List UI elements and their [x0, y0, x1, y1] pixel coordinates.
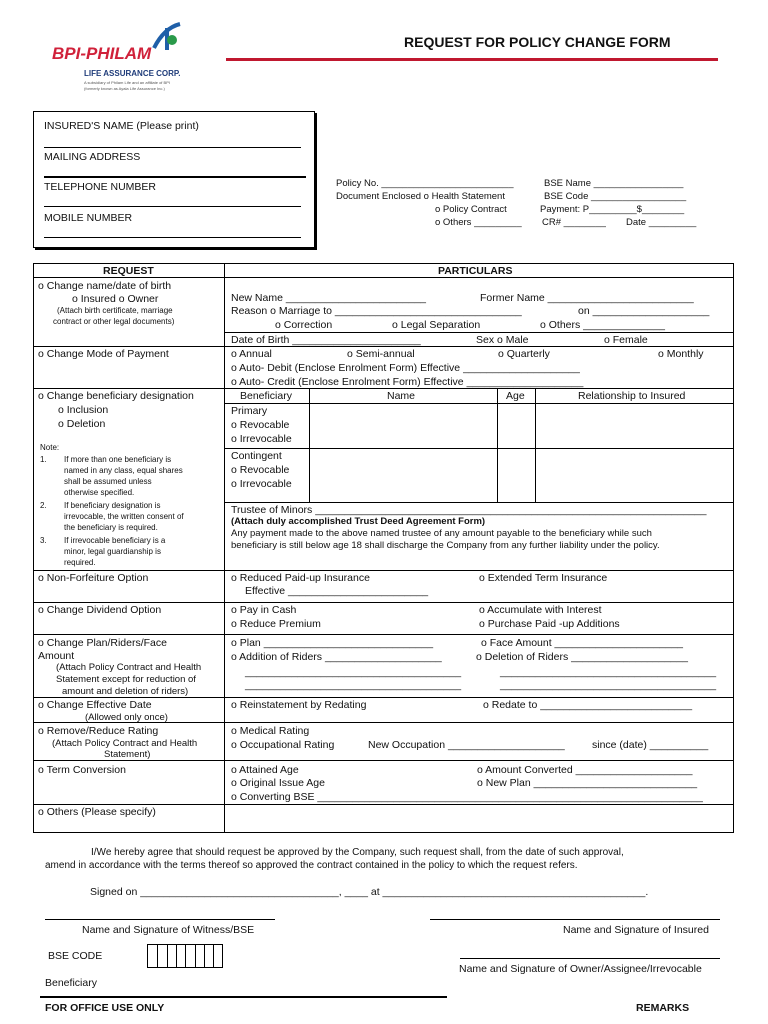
mailing-address-field[interactable]: [44, 176, 306, 178]
face-amount-field[interactable]: o Face Amount ______________________: [481, 637, 684, 649]
primary-label: Primary: [231, 405, 268, 417]
riders-blank-2[interactable]: _____________________________________: [500, 666, 717, 678]
bse-code-field[interactable]: BSE Code __________________: [544, 191, 687, 202]
logo-tag1: A subsidiary of Philam Life and an affiliate of BPI: [84, 80, 170, 85]
req-plan-attach-1: (Attach Policy Contract and Health: [56, 662, 202, 673]
note-1-num: 1.: [40, 455, 47, 464]
former-name-field[interactable]: Former Name _________________________: [480, 292, 694, 304]
req-attach-contract: contract or other legal documents): [53, 317, 175, 326]
note-3c: required.: [64, 558, 96, 567]
note-3b: minor, legal guardianship is: [64, 547, 161, 556]
note-1c: shall be assumed unless: [64, 477, 152, 486]
req-attach-birth: (Attach birth certificate, marriage: [57, 306, 173, 315]
ben-mid-line: [224, 448, 734, 449]
mobile-label: MOBILE NUMBER: [44, 212, 133, 224]
req-plan-attach-3: amount and deletion of riders): [62, 686, 189, 697]
code-box-sep: [167, 945, 168, 967]
insured-signature-label: Name and Signature of Insured: [563, 924, 709, 936]
office-use-label: FOR OFFICE USE ONLY: [45, 1002, 165, 1014]
col-name: Name: [387, 390, 416, 402]
owner-signature-line[interactable]: [460, 958, 720, 959]
dividend-reduce[interactable]: o Reduce Premium: [231, 618, 321, 630]
note-1b: named in any class, equal shares: [64, 466, 183, 475]
insured-name-field[interactable]: [44, 147, 301, 148]
reason-legal-sep[interactable]: o Legal Separation: [392, 319, 481, 331]
mode-quarterly[interactable]: o Quarterly: [498, 348, 550, 360]
note-3-num: 3.: [40, 536, 47, 545]
logo-sub: LIFE ASSURANCE CORP.: [84, 69, 181, 78]
ben-col-line: [497, 388, 498, 502]
company-logo: [40, 20, 230, 100]
mode-monthly[interactable]: o Monthly: [658, 348, 704, 360]
row-line: [33, 388, 734, 389]
code-box-sep: [195, 945, 196, 967]
code-box-sep: [213, 945, 214, 967]
req-allowed-once: (Allowed only once): [85, 712, 168, 723]
auto-debit[interactable]: o Auto- Debit (Enclose Enrolment Form) Effective ____________________: [231, 362, 580, 374]
form-title: REQUEST FOR POLICY CHANGE FORM: [404, 34, 671, 50]
nonforfeiture-effective[interactable]: Effective ________________________: [245, 585, 429, 597]
new-occupation-field[interactable]: New Occupation ____________________: [368, 739, 565, 751]
mode-annual[interactable]: o Annual: [231, 348, 272, 360]
dob-field[interactable]: Date of Birth ______________________: [231, 334, 421, 346]
dividend-cash[interactable]: o Pay in Cash: [231, 604, 297, 616]
del-riders-field[interactable]: o Deletion of Riders ____________________: [476, 651, 688, 663]
row-line: [33, 760, 734, 761]
note-2b: irrevocable, the written consent of: [64, 512, 184, 521]
req-nonforfeiture[interactable]: o Non-Forfeiture Option: [38, 572, 149, 584]
amount-converted[interactable]: o Amount Converted ____________________: [477, 764, 693, 776]
title-rule: [226, 58, 718, 61]
ben-bottom-line: [224, 502, 734, 503]
since-date-field[interactable]: since (date) __________: [592, 739, 709, 751]
mode-semi[interactable]: o Semi-annual: [347, 348, 415, 360]
reinstatement[interactable]: o Reinstatement by Redating: [231, 699, 367, 711]
req-inclusion[interactable]: o Inclusion: [58, 404, 109, 416]
agreement-line-1: I/We hereby agree that should request be approved by the Company, such request shall, from the date of such approval,: [91, 847, 624, 858]
auto-credit[interactable]: o Auto- Credit (Enclose Enrolment Form) Effective ____________________: [231, 376, 584, 388]
req-mode-payment[interactable]: o Change Mode of Payment: [38, 348, 169, 360]
dob-divider: [224, 332, 734, 333]
req-rating[interactable]: o Remove/Reduce Rating: [38, 725, 159, 737]
attained-age[interactable]: o Attained Age: [231, 764, 299, 776]
original-issue-age[interactable]: o Original Issue Age: [231, 777, 325, 789]
note-2c: the beneficiary is required.: [64, 523, 158, 532]
note-1a: If more than one beneficiary is: [64, 455, 172, 464]
reduced-paidup[interactable]: o Reduced Paid-up Insurance: [231, 572, 370, 584]
mailing-address-label: MAILING ADDRESS: [44, 151, 141, 163]
code-box-sep: [204, 945, 205, 967]
code-box-sep: [157, 945, 158, 967]
insured-signature-line[interactable]: [430, 919, 720, 920]
signed-on-field[interactable]: Signed on __________________________________, ____ at _____________________________________________.: [90, 886, 649, 898]
primary-irrevocable[interactable]: o Irrevocable: [231, 433, 292, 445]
row-line: [33, 697, 734, 698]
witness-signature-label: Name and Signature of Witness/BSE: [82, 924, 255, 936]
redate-field[interactable]: o Redate to __________________________: [483, 699, 693, 711]
payment-field[interactable]: Payment: P_________$________: [540, 204, 685, 215]
remarks-label: REMARKS: [636, 1002, 690, 1014]
owner-signature-label: Name and Signature of Owner/Assignee/Irrevocable: [459, 963, 702, 975]
trustee-field[interactable]: Trustee of Minors ___________________________________________________________________: [231, 504, 707, 516]
req-dividend[interactable]: o Change Dividend Option: [38, 604, 162, 616]
trust-text-2: beneficiary is still below age 18 shall discharge the Company from any further liability under the policy.: [231, 540, 660, 551]
note-label: Note:: [40, 443, 60, 452]
insured-info-box: [33, 111, 315, 248]
note-3a: If irrevocable beneficiary is a: [64, 536, 166, 545]
req-change-name[interactable]: o Change name/date of birth: [38, 280, 172, 292]
note-1d: otherwise specified.: [64, 488, 135, 497]
primary-revocable[interactable]: o Revocable: [231, 419, 290, 431]
date-field[interactable]: Date _________: [626, 217, 697, 228]
row-line: [33, 346, 734, 347]
reason-others[interactable]: o Others ______________: [540, 319, 665, 331]
doc-others[interactable]: o Others _________: [435, 217, 522, 228]
sex-male[interactable]: Sex o Male: [476, 334, 529, 346]
mobile-field[interactable]: [44, 237, 301, 238]
row-line: [33, 570, 734, 571]
riders-blank-3[interactable]: _____________________________________: [245, 679, 462, 691]
medical-rating[interactable]: o Medical Rating: [231, 725, 310, 737]
beneficiary-label: Beneficiary: [45, 977, 97, 989]
policy-no-field[interactable]: Policy No. _________________________: [336, 178, 514, 189]
row-line: [33, 602, 734, 603]
col-beneficiary: Beneficiary: [240, 390, 292, 402]
riders-blank-1[interactable]: _____________________________________: [245, 666, 462, 678]
row-line: [33, 804, 734, 805]
req-others[interactable]: o Others (Please specify): [38, 806, 156, 818]
contingent-irrevocable[interactable]: o Irrevocable: [231, 478, 292, 490]
agreement-line-2: amend in accordance with the terms thereof so approved the contract contained in the policy to which the request refers.: [45, 860, 578, 871]
req-rating-attach-2: Statement): [104, 749, 151, 760]
witness-signature-line[interactable]: [45, 919, 275, 920]
reason-correction[interactable]: o Correction: [275, 319, 333, 331]
doc-policy-contract[interactable]: o Policy Contract: [435, 204, 507, 215]
req-effective-date[interactable]: o Change Effective Date: [38, 699, 152, 711]
trust-text-1: Any payment made to the above named trustee of any amount payable to the beneficiary while such: [231, 528, 652, 539]
req-insured-owner[interactable]: o Insured o Owner: [72, 293, 159, 305]
telephone-label: TELEPHONE NUMBER: [44, 181, 157, 193]
row-line: [33, 634, 734, 635]
dividend-accumulate[interactable]: o Accumulate with Interest: [479, 604, 602, 616]
note-2-num: 2.: [40, 501, 47, 510]
dividend-purchase[interactable]: o Purchase Paid -up Additions: [479, 618, 620, 630]
on-date-field[interactable]: on ____________________: [578, 305, 710, 317]
col-age: Age: [506, 390, 525, 402]
attach-trust-note: (Attach duly accomplished Trust Deed Agreement Form): [231, 516, 486, 527]
req-rating-attach-1: (Attach Policy Contract and Health: [52, 738, 198, 749]
bse-code-boxes[interactable]: [147, 944, 223, 968]
add-riders-field[interactable]: o Addition of Riders ____________________: [231, 651, 442, 663]
bse-name-field[interactable]: BSE Name _________________: [544, 178, 684, 189]
code-box-sep: [185, 945, 186, 967]
req-amount: Amount: [38, 650, 75, 662]
cr-field[interactable]: CR# ________: [542, 217, 606, 228]
contingent-revocable[interactable]: o Revocable: [231, 464, 290, 476]
req-beneficiary[interactable]: o Change beneficiary designation: [38, 390, 194, 402]
bse-code-label: BSE CODE: [48, 950, 103, 962]
req-change-plan[interactable]: o Change Plan/Riders/Face: [38, 637, 167, 649]
table-divider: [224, 263, 225, 833]
ben-col-line: [535, 388, 536, 502]
insured-name-label: INSURED'S NAME (Please print): [44, 120, 199, 132]
plan-field[interactable]: o Plan _____________________________: [231, 637, 434, 649]
office-use-rule: [40, 996, 447, 998]
occupational-rating[interactable]: o Occupational Rating: [231, 739, 335, 751]
sex-female[interactable]: o Female: [604, 334, 648, 346]
code-box-sep: [176, 945, 177, 967]
ben-col-line: [309, 388, 310, 502]
head-particulars: PARTICULARS: [438, 265, 513, 277]
logo-mark-icon: [150, 20, 184, 54]
converting-bse[interactable]: o Converting BSE __________________________________________________________________: [231, 791, 703, 803]
new-plan-field[interactable]: o New Plan ____________________________: [477, 777, 698, 789]
doc-enclosed-health[interactable]: Document Enclosed o Health Statement: [336, 191, 505, 202]
logo-tag2: (formerly known as Ayala Life Assurance Inc.): [84, 86, 165, 91]
row-line: [33, 277, 734, 278]
contingent-label: Contingent: [231, 450, 282, 462]
extended-term[interactable]: o Extended Term Insurance: [479, 572, 608, 584]
riders-blank-4[interactable]: _____________________________________: [500, 679, 717, 691]
req-term-conversion[interactable]: o Term Conversion: [38, 764, 126, 776]
req-plan-attach-2: Statement except for reduction of: [56, 674, 196, 685]
col-relationship: Relationship to Insured: [578, 390, 686, 402]
note-2a: If beneficiary designation is: [64, 501, 161, 510]
logo-brand: BPI-PHILAM: [52, 44, 152, 63]
req-deletion[interactable]: o Deletion: [58, 418, 106, 430]
new-name-field[interactable]: New Name ________________________: [231, 292, 426, 304]
ben-head-line: [224, 403, 734, 404]
head-request: REQUEST: [103, 265, 154, 277]
telephone-field[interactable]: [44, 206, 301, 207]
reason-marriage[interactable]: Reason o Marriage to ________________________________: [231, 305, 522, 317]
